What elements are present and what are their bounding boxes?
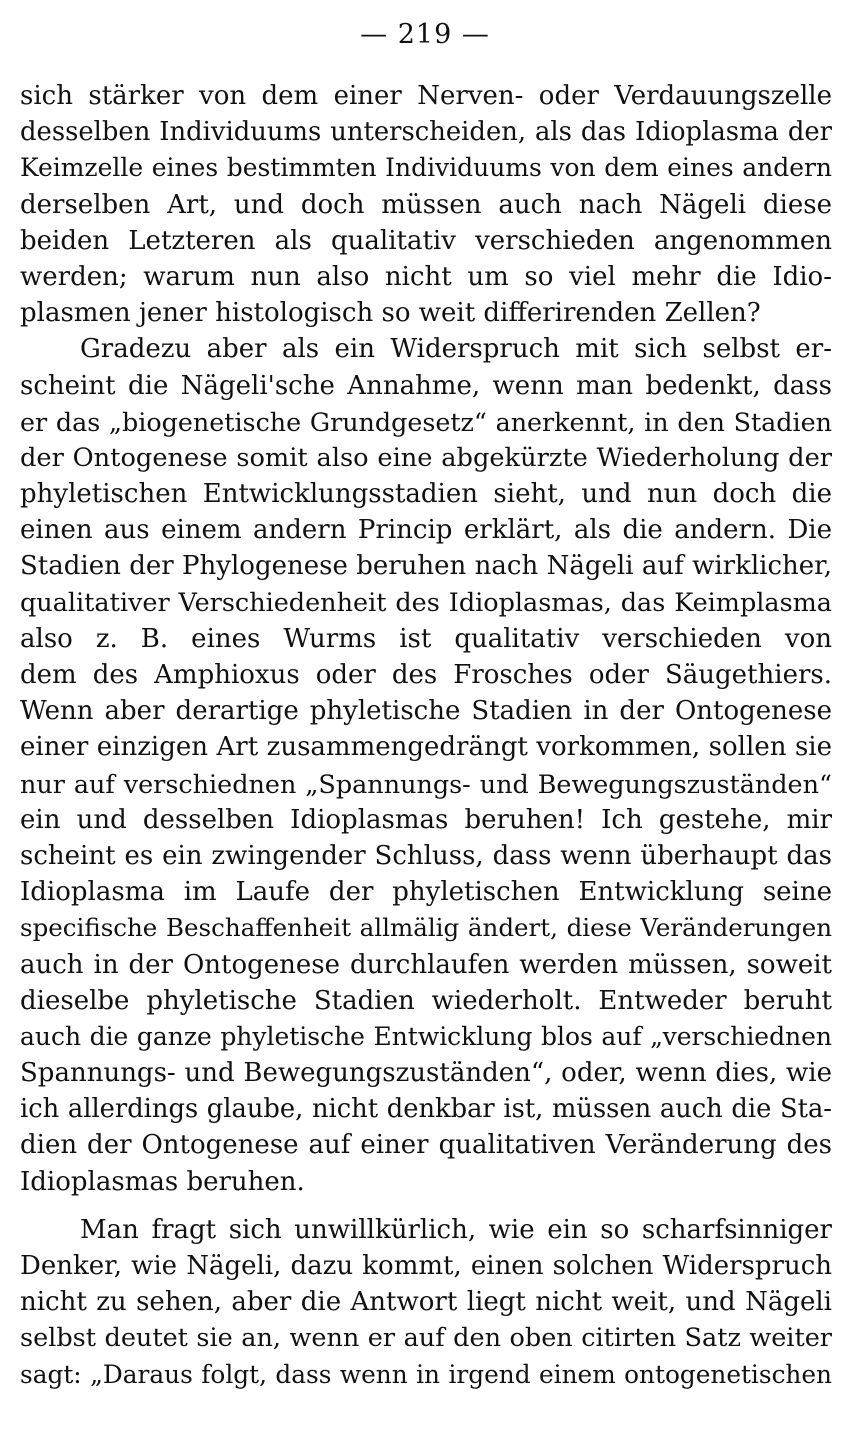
- text-line: dem des Amphioxus oder des Frosches oder Säugethiers.: [20, 660, 832, 690]
- text-line: Keimzelle eines bestimmten Individuums von dem eines andern: [20, 153, 832, 183]
- page-number: — 219 —: [360, 19, 490, 50]
- paragraph-2: [20, 331, 832, 1200]
- text-line: Idioplasma im Laufe der phyletischen Entwicklung seine: [20, 877, 832, 908]
- paragraph-3: [20, 1212, 832, 1393]
- text-line: scheint es ein zwingender Schluss, dass wenn überhaupt das: [20, 840, 832, 871]
- text-line: ein und desselben Idioplasmas beruhen! Ich gestehe, mir: [20, 804, 832, 835]
- text-line: Stadien der Phylogenese beruhen nach Nägeli auf wirklicher,: [20, 551, 832, 582]
- text-line: nicht zu sehen, aber die Antwort liegt nicht weit, und Nägeli: [20, 1287, 832, 1318]
- text-line: beiden Letzteren als qualitativ verschieden angenommen: [20, 225, 832, 256]
- text-line: Man fragt sich unwillkürlich, wie ein so scharfsinniger: [80, 1214, 832, 1245]
- text-line: sich stärker von dem einer Nerven- oder Verdauungszelle: [20, 81, 832, 111]
- text-line: derselben Art, und doch müssen auch nach Nägeli diese: [20, 189, 832, 220]
- paragraph-1: [20, 78, 832, 331]
- text-line: einen aus einem andern Princip erklärt, als die andern. Die: [20, 515, 832, 546]
- paragraph-gap: [20, 1200, 832, 1212]
- text-line: nur auf verschiednen „Spannungs- und Bewegungszuständen“: [20, 768, 832, 799]
- text-line: dieselbe phyletische Stadien wiederholt. Entweder beruht: [20, 985, 832, 1016]
- text-line: werden; warum nun also nicht um so viel mehr die Idio-: [20, 261, 832, 292]
- text-line: phyletischen Entwicklungsstadien sieht, und nun doch die: [20, 479, 832, 510]
- text-line: ich allerdings glaube, nicht denkbar ist, müssen auch die Sta-: [20, 1094, 832, 1125]
- text-line: specifische Beschaffenheit allmälig ändert, diese Veränderungen: [20, 913, 832, 943]
- text-line: plasmen jener histologisch so weit differirenden Zellen?: [20, 298, 761, 329]
- text-line: desselben Individuums unterscheiden, als das Idioplasma der: [20, 117, 832, 148]
- text-line: Denker, wie Nägeli, dazu kommt, einen solchen Widerspruch: [20, 1251, 832, 1281]
- text-line: sagt: „Daraus folgt, dass wenn in irgend einem ontogenetischen: [20, 1359, 832, 1389]
- text-line: auch in der Ontogenese durchlaufen werden müssen, soweit: [20, 949, 832, 980]
- text-line: er das „biogenetische Grundgesetz“ anerkennt, in den Stadien: [20, 406, 832, 437]
- text-line: dien der Ontogenese auf einer qualitativen Veränderung des: [20, 1130, 832, 1161]
- text-line: qualitativer Verschiedenheit des Idioplasmas, das Keimplasma: [20, 587, 832, 618]
- body-text: [20, 78, 832, 1393]
- text-line: Gradezu aber als ein Widerspruch mit sich selbst er-: [80, 334, 832, 365]
- text-line: Spannungs- und Bewegungszuständen“, oder, wenn dies, wie: [20, 1058, 832, 1089]
- text-line: also z. B. eines Wurms ist qualitativ verschieden von: [20, 623, 832, 654]
- text-line: selbst deutet sie an, wenn er auf den oben citirten Satz weiter: [20, 1323, 832, 1354]
- text-line: Idioplasmas beruhen.: [20, 1166, 305, 1197]
- text-line: Wenn aber derartige phyletische Stadien in der Ontogenese: [20, 696, 832, 727]
- text-line: einer einzigen Art zusammengedrängt vorkommen, sollen sie: [20, 732, 832, 763]
- text-line: der Ontogenese somit also eine abgekürzte Wiederholung der: [20, 442, 832, 473]
- text-line: auch die ganze phyletische Entwicklung blos auf „verschiednen: [20, 1021, 832, 1051]
- text-line: scheint die Nägeli'sche Annahme, wenn man bedenkt, dass: [20, 370, 832, 401]
